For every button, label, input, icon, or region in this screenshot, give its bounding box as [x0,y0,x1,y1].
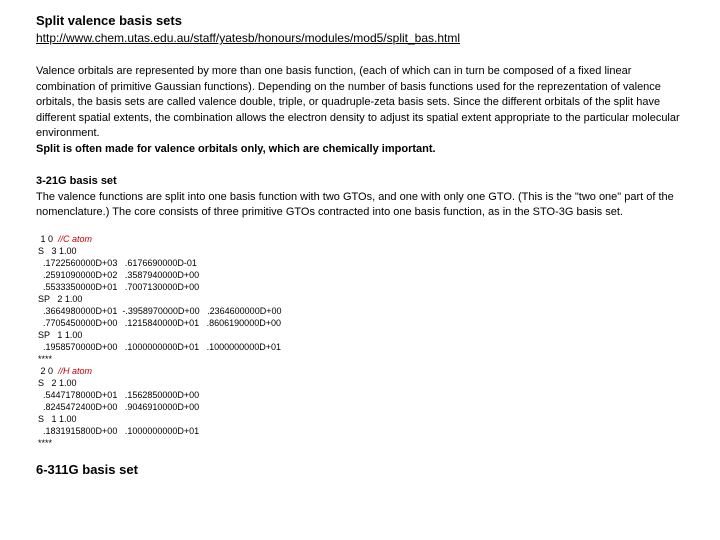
listing-line-text: .3664980000D+01 -.3958970000D+00 .2364600000D+00 [38,305,282,316]
listing-line [38,293,688,305]
listing-line [38,257,688,269]
intro-emphasis: Split is often made for valence orbitals only, which are chemically important. [36,142,436,155]
listing-line-text: SP 2 1.00 [38,293,83,304]
listing-line-text: **** [38,437,53,448]
listing-line-text: .1722560000D+03 .6176690000D-01 [38,257,197,268]
listing-line [38,245,688,257]
listing-line-text: **** [38,353,53,364]
listing-atom-comment: //H atom [58,365,93,376]
listing-line-text: S 1 1.00 [38,413,77,424]
listing-line [38,269,688,281]
listing-line-text: S 2 1.00 [38,377,77,388]
intro-paragraph [36,64,688,157]
listing-line-text: S 3 1.00 [38,245,77,256]
listing-line-text: .5447178000D+01 .1562850000D+00 [38,389,200,400]
listing-line [38,425,688,437]
section-heading-321g: 3-21G basis set [36,175,117,187]
listing-line-text: .1958570000D+00 .1000000000D+01 .1000000000D+01 [38,341,281,352]
listing-line [38,353,688,365]
listing-line-text: .2591090000D+02 .3587940000D+00 [38,269,200,280]
listing-line-text: 1 0 [38,233,59,244]
intro-text: Valence orbitals are represented by more than one basis function, (each of which can in turn be composed of a fixed linear combination of primitive Gaussian functions). Depending on the number of basis functions used for the reprezentation of valence orbitals, the basis sets are called valence double, triple, or quadruple-zeta basis sets. Since the different orbitals of the split have different spatial extents, the combination allows the electron density to adjust its spatial extent appropriate to the particular molecular environment. [36,65,680,139]
listing-line-text: .7705450000D+00 .1215840000D+01 .8606190000D+00 [38,317,281,328]
listing-line-text: SP 1 1.00 [38,329,83,340]
listing-line [38,233,688,245]
source-link[interactable]: http://www.chem.utas.edu.au/staff/yatesb/honours/modules/mod5/split_bas.html [36,31,461,45]
basis-set-listing [38,233,688,449]
listing-line [38,365,688,377]
listing-line [38,413,688,425]
listing-line [38,377,688,389]
listing-line [38,317,688,329]
listing-line [38,329,688,341]
listing-line [38,389,688,401]
section-heading-6311g: 6-311G basis set [36,461,138,477]
listing-line [38,341,688,353]
listing-line [38,281,688,293]
section-text-321g: The valence functions are split into one basis function with two GTOs, and one with only one GTO. (This is the "two one" part of the nomenclature.) The core consists of three primitive GTOs contracted into one basis function, as in the STO-3G basis set. [36,190,674,218]
listing-line [38,305,688,317]
listing-line-text: .1831915800D+00 .1000000000D+01 [38,425,200,436]
listing-line [38,401,688,413]
listing-line [38,437,688,449]
slide-content [36,12,688,478]
listing-line-text: .8245472400D+00 .9046910000D+00 [38,401,200,412]
listing-line-text: .5533350000D+01 .7007130000D+00 [38,281,200,292]
listing-atom-comment: //C atom [58,233,93,244]
listing-line-text: 2 0 [38,365,59,376]
slide-title: Split valence basis sets [36,13,182,28]
